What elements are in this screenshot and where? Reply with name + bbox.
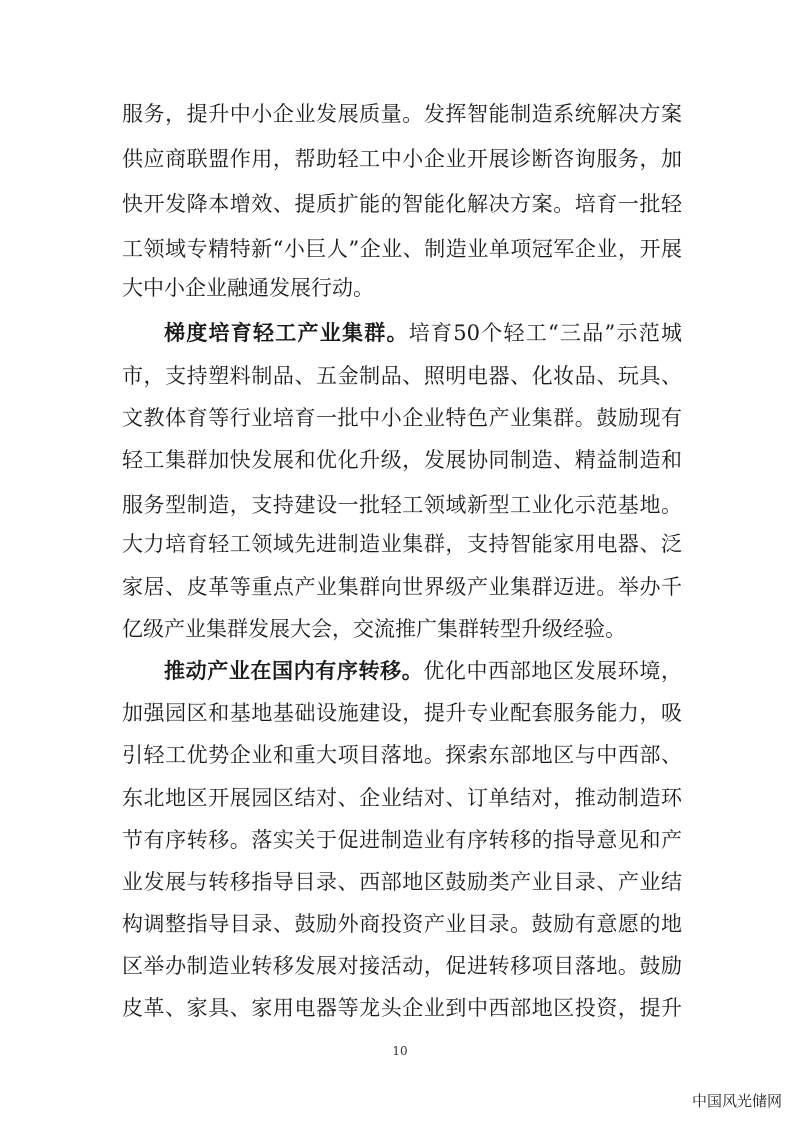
text-line: 轻工集群加快发展和优化升级，发展协同制造、精益制造和 bbox=[122, 448, 682, 472]
paragraph-text: 培育50个轻工“三品”示范城 bbox=[408, 321, 682, 345]
text-line: 服务型制造，支持建设一批轻工领域新型工业化示范基地。 bbox=[122, 493, 682, 517]
text-line: 快开发降本增效、提质扩能的智能化解决方案。培育一批轻 bbox=[122, 192, 682, 216]
text-line: 市，支持塑料制品、五金制品、照明电器、化妆品、玩具、 bbox=[122, 364, 682, 388]
watermark: 中国风光储网 bbox=[691, 1092, 782, 1110]
text-line: 皮革、家具、家用电器等龙头企业到中西部地区投资，提升 bbox=[122, 996, 682, 1020]
text-line: 大中小企业融通发展行动。 bbox=[122, 276, 374, 300]
text-line: 业发展与转移指导目录、西部地区鼓励类产业目录、产业结 bbox=[122, 870, 682, 894]
page-number: 10 bbox=[392, 1044, 408, 1058]
paragraph-first-line bbox=[164, 651, 682, 691]
section-heading: 梯度培育轻工产业集群。 bbox=[164, 320, 409, 345]
text-line: 引轻工优势企业和重大项目落地。探索东部地区与中西部、 bbox=[122, 743, 682, 767]
text-line: 大力培育轻工领域先进制造业集群，支持智能家用电器、泛 bbox=[122, 532, 682, 556]
text-line: 节有序转移。落实关于促进制造业有序转移的指导意见和产 bbox=[122, 828, 682, 852]
text-line: 东北地区开展园区结对、企业结对、订单结对，推动制造环 bbox=[122, 786, 682, 810]
paragraph-first-line bbox=[164, 313, 682, 353]
text-line: 家居、皮革等重点产业集群向世界级产业集群迈进。举办千 bbox=[122, 575, 682, 599]
text-line: 工领域专精特新“小巨人”企业、制造业单项冠军企业，开展 bbox=[122, 237, 682, 261]
text-line: 区举办制造业转移发展对接活动，促进转移项目落地。鼓励 bbox=[122, 954, 682, 978]
text-line: 构调整指导目录、鼓励外商投资产业目录。鼓励有意愿的地 bbox=[122, 912, 682, 936]
text-line: 服务，提升中小企业发展质量。发挥智能制造系统解决方案 bbox=[122, 102, 682, 126]
text-line: 供应商联盟作用，帮助轻工中小企业开展诊断咨询服务，加 bbox=[122, 147, 682, 171]
text-line: 文教体育等行业培育一批中小企业特色产业集群。鼓励现有 bbox=[122, 406, 682, 430]
text-line: 加强园区和基地基础设施建设，提升专业配套服务能力，吸 bbox=[122, 701, 682, 725]
text-line: 亿级产业集群发展大会，交流推广集群转型升级经验。 bbox=[122, 617, 626, 641]
paragraph-text: 优化中西部地区发展环境， bbox=[423, 659, 682, 683]
section-heading: 推动产业在国内有序转移。 bbox=[164, 658, 424, 683]
